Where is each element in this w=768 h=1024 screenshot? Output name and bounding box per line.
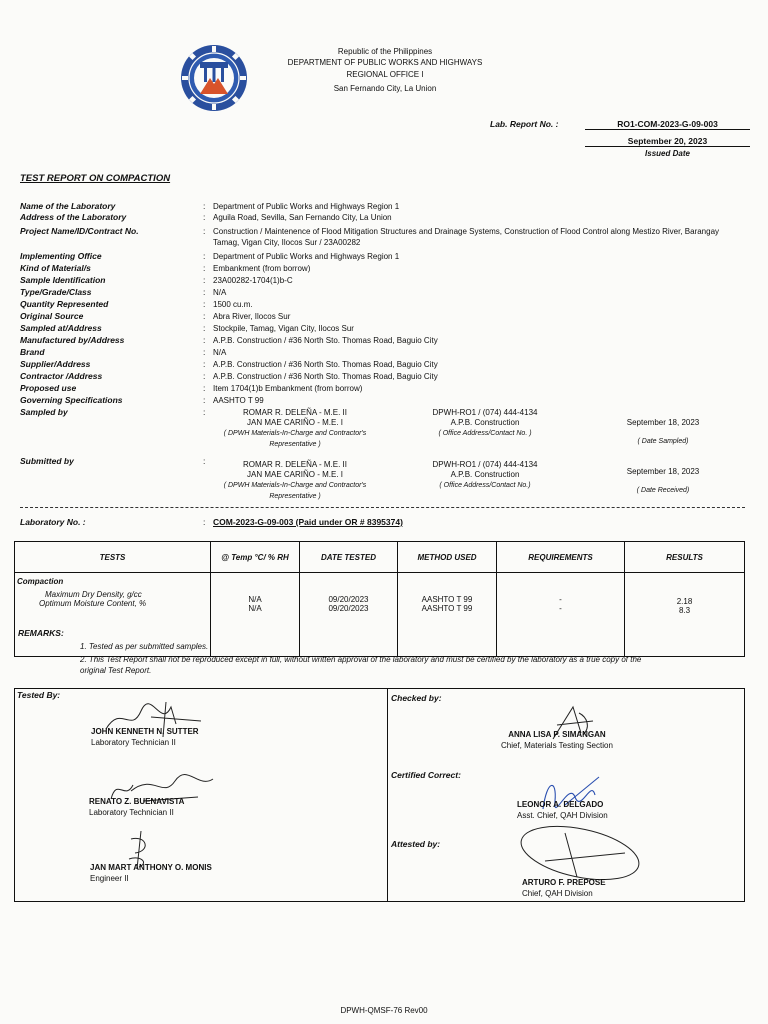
field-value: A.P.B. Construction / #36 North Sto. Thomas Road, Baguio City <box>213 360 438 369</box>
republic-line: Republic of the Philippines <box>337 47 433 56</box>
dpwh-seal-icon <box>180 44 248 112</box>
tested-signer-3: JAN MART ANTHONY O. MONIS Engineer II <box>90 863 212 883</box>
form-code: DPWH-QMSF-76 Rev00 <box>340 1006 428 1015</box>
col-date: DATE TESTED <box>300 542 398 573</box>
method-used: AASHTO T 99 <box>421 604 473 613</box>
field-value: Department of Public Works and Highways Region 1 <box>213 202 400 211</box>
sampled-by-names: ROMAR R. DELEÑA - M.E. II JAN MAE CARIÑO - M.E. I ( DPWH Materials-In-Charge and Contractor's Representative ) <box>223 408 367 448</box>
col-method: METHOD USED <box>398 542 497 573</box>
field-value: 1500 cu.m. <box>213 300 253 309</box>
certified-correct-label: Certified Correct: <box>391 770 461 780</box>
divider <box>20 507 745 508</box>
field-label: Contractor /Address <box>20 371 103 381</box>
issued-date-label: Issued Date <box>645 149 690 158</box>
signature-box <box>14 688 745 902</box>
remarks-list <box>80 641 660 678</box>
field-value: Stockpile, Tamag, Vigan City, Ilocos Sur <box>213 324 354 333</box>
field-value: Abra River, Ilocos Sur <box>213 312 291 321</box>
sampled-by-office: DPWH-RO1 / (074) 444-4134 A.P.B. Construction ( Office Address/Contact No. ) <box>432 408 538 437</box>
field-label: Implementing Office <box>20 251 102 261</box>
field-label: Name of the Laboratory <box>20 201 116 211</box>
field-label: Sampled at/Address <box>20 323 102 333</box>
field-value: A.P.B. Construction / #36 North Sto. Thomas Road, Baguio City <box>213 336 438 345</box>
certified-signer: LEONOR A. DELGADO Asst. Chief, QAH Division <box>517 800 608 820</box>
col-results: RESULTS <box>625 542 745 573</box>
remark-item: 1. Tested as per submitted samples. <box>80 642 209 651</box>
field-label: Brand <box>20 347 45 357</box>
result-value: 8.3 <box>678 606 691 615</box>
requirement: - <box>559 604 562 613</box>
field-label: Address of the Laboratory <box>20 212 127 222</box>
col-requirements: REQUIREMENTS <box>497 542 625 573</box>
report-title: TEST REPORT ON COMPACTION <box>20 173 171 184</box>
lab-report-label: Lab. Report No. : <box>490 119 559 129</box>
remark-item: 2. This Test Report shall not be reproduced except in full, without written approval of the laboratory and must be certified by the laboratory as a true copy of the original Test Report. <box>80 655 642 675</box>
regional-office: REGIONAL OFFICE I <box>346 70 424 79</box>
field-value: AASHTO T 99 <box>213 396 264 405</box>
field-value: Department of Public Works and Highways Region 1 <box>213 252 400 261</box>
field-label: Manufactured by/Address <box>20 335 125 345</box>
checked-signer: ANNA LISA P. SIMANGAN Chief, Materials Testing Section <box>501 730 613 750</box>
field-label: Proposed use <box>20 383 77 393</box>
laboratory-no-value: COM-2023-G-09-003 (Paid under OR # 8395374) <box>213 517 403 527</box>
field-label: Type/Grade/Class <box>20 287 92 297</box>
field-label: Governing Specifications <box>20 395 123 405</box>
lab-report-number: RO1-COM-2023-G-09-003 <box>585 119 750 130</box>
col-tests: TESTS <box>15 542 211 573</box>
sampled-date: September 18, 2023 ( Date Sampled) <box>626 418 700 445</box>
tested-signer-1: JOHN KENNETH N. SUTTER Laboratory Technician II <box>91 727 199 747</box>
temp-value: N/A <box>248 604 262 613</box>
table-header-row <box>15 542 745 573</box>
test-name: Optimum Moisture Content, % <box>39 599 147 608</box>
field-value: A.P.B. Construction / #36 North Sto. Thomas Road, Baguio City <box>213 372 438 381</box>
tested-by-label: Tested By: <box>17 690 61 700</box>
issued-date: September 20, 2023 <box>585 136 750 147</box>
field-label: Sample Identification <box>20 275 106 285</box>
field-value: Aguila Road, Sevilla, San Fernando City, La Union <box>213 213 392 222</box>
field-label: Kind of Material/s <box>20 263 91 273</box>
field-label: Supplier/Address <box>20 359 91 369</box>
field-value: Item 1704(1)b Embankment (from borrow) <box>213 384 363 393</box>
received-date: September 18, 2023 ( Date Received) <box>626 467 700 494</box>
test-group: Compaction <box>17 577 64 586</box>
field-value: N/A <box>213 288 227 297</box>
col-temp: @ Temp °C/ % RH <box>211 542 300 573</box>
office-city: San Fernando City, La Union <box>333 84 437 93</box>
checked-by-label: Checked by: <box>391 693 442 703</box>
field-label: Original Source <box>20 311 84 321</box>
remarks-label: REMARKS: <box>18 628 64 638</box>
attested-signer: ARTURO F. PREPOSE Chief, QAH Division <box>522 878 606 898</box>
submitted-by-label: Submitted by <box>20 456 74 466</box>
tested-signer-2: RENATO Z. BUENAVISTA Laboratory Technician II <box>89 797 185 817</box>
field-label: Project Name/ID/Contract No. <box>20 226 139 236</box>
requirement: - <box>559 595 562 604</box>
field-value: Embankment (from borrow) <box>213 264 311 273</box>
field-value: 23A00282-1704(1)b-C <box>213 276 293 285</box>
field-value: Construction / Maintenence of Flood Mitigation Structures and Drainage Systems, Construction of Flood Control along Mestizo River, Barangay Tamag, Vigan City, Ilocos Sur / 23A00282 <box>213 227 720 247</box>
submitted-by-names: ROMAR R. DELEÑA - M.E. II JAN MAE CARIÑO - M.E. I ( DPWH Materials-In-Charge and Contractor's Representative ) <box>223 460 367 500</box>
date-tested: 09/20/2023 <box>328 604 369 613</box>
sampled-by-label: Sampled by <box>20 407 68 417</box>
method-used: AASHTO T 99 <box>421 595 473 604</box>
submitted-by-office: DPWH-RO1 / (074) 444-4134 A.P.B. Construction ( Office Address/Contact No.) <box>432 460 538 489</box>
temp-value: N/A <box>248 595 262 604</box>
results-table <box>14 541 745 657</box>
field-label: Quantity Represented <box>20 299 109 309</box>
field-value: N/A <box>213 348 227 357</box>
attested-by-label: Attested by: <box>391 839 441 849</box>
date-tested: 09/20/2023 <box>328 595 369 604</box>
test-name: Maximum Dry Density, g/cc <box>45 590 142 599</box>
laboratory-no-label: Laboratory No. : <box>20 517 86 527</box>
department-line: DEPARTMENT OF PUBLIC WORKS AND HIGHWAYS <box>287 58 483 67</box>
result-value: 2.18 <box>676 597 693 606</box>
